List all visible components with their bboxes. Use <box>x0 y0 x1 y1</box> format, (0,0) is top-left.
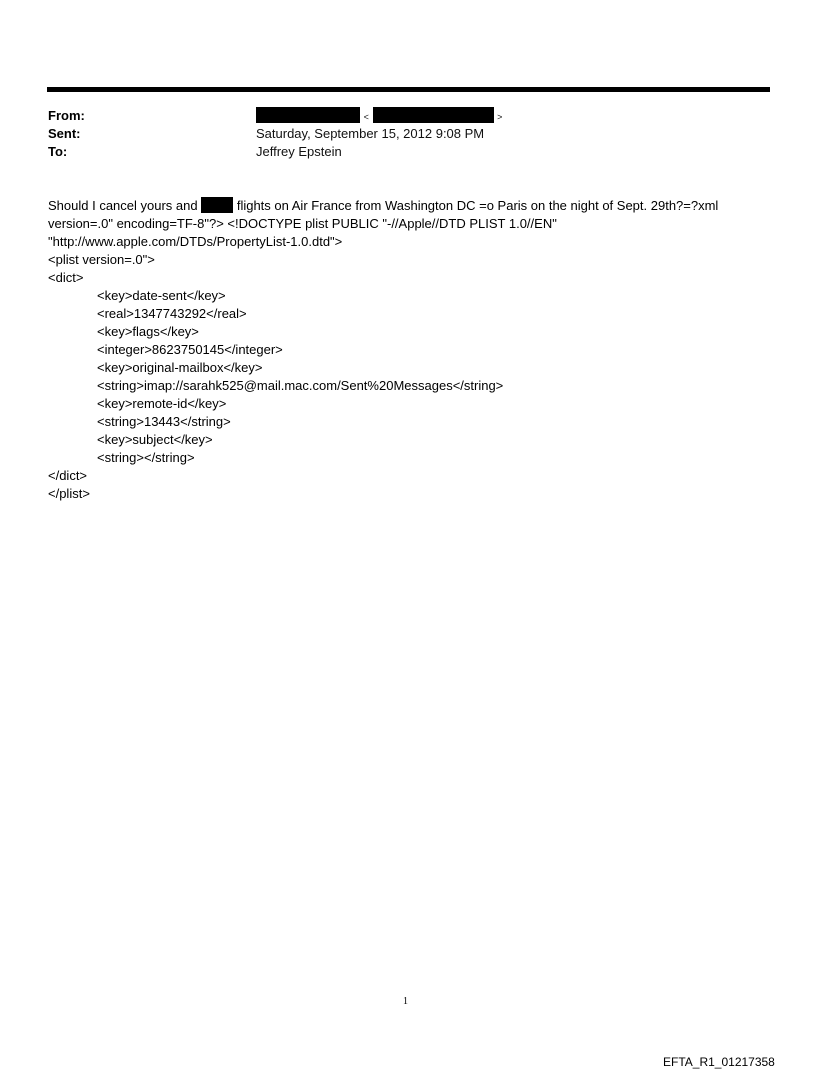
redaction-block <box>256 107 360 123</box>
plist-line: <key>subject</key> <box>97 432 213 447</box>
plist-line: <key>date-sent</key> <box>97 288 226 303</box>
sent-value: Saturday, September 15, 2012 9:08 PM <box>256 126 485 141</box>
plist-line: <key>flags</key> <box>97 324 199 339</box>
body-line-text: flights on Air France from Washington DC =o Paris on the night of Sept. 29th?=?xml <box>233 198 719 213</box>
body-line: </dict> <box>48 468 88 483</box>
from-bracket-open: < <box>363 112 369 122</box>
body-line <box>48 197 778 215</box>
body-line: version=.0" encoding=TF-8"?> <!DOCTYPE plist PUBLIC "-//Apple//DTD PLIST 1.0//EN" <box>48 216 557 231</box>
plist-line: <key>original-mailbox</key> <box>97 360 263 375</box>
plist-line: <integer>8623750145</integer> <box>97 342 283 357</box>
plist-line: <string>13443</string> <box>97 414 231 429</box>
redaction-block <box>201 197 233 213</box>
plist-line: <key>remote-id</key> <box>97 396 227 411</box>
email-body <box>48 197 778 503</box>
header-rule <box>47 87 770 92</box>
redaction-block <box>373 107 494 123</box>
document-id: EFTA_R1_01217358 <box>663 1055 775 1069</box>
body-line: <dict> <box>48 270 84 285</box>
from-value <box>256 107 502 126</box>
from-bracket-close: > <box>497 112 503 122</box>
from-label: From: <box>48 108 85 123</box>
to-label: To: <box>48 144 68 159</box>
body-line-text: Should I cancel yours and <box>48 198 202 213</box>
body-line: <plist version=.0"> <box>48 252 155 267</box>
body-line: </plist> <box>48 486 90 501</box>
to-value: Jeffrey Epstein <box>256 144 342 159</box>
plist-line: <real>1347743292</real> <box>97 306 247 321</box>
plist-line: <string>imap://sarahk525@mail.mac.com/Sent%20Messages</string> <box>97 378 504 393</box>
plist-line: <string></string> <box>97 450 195 465</box>
sent-label: Sent: <box>48 126 81 141</box>
body-line: "http://www.apple.com/DTDs/PropertyList-1.0.dtd"> <box>48 234 343 249</box>
page-number: 1 <box>403 996 408 1007</box>
